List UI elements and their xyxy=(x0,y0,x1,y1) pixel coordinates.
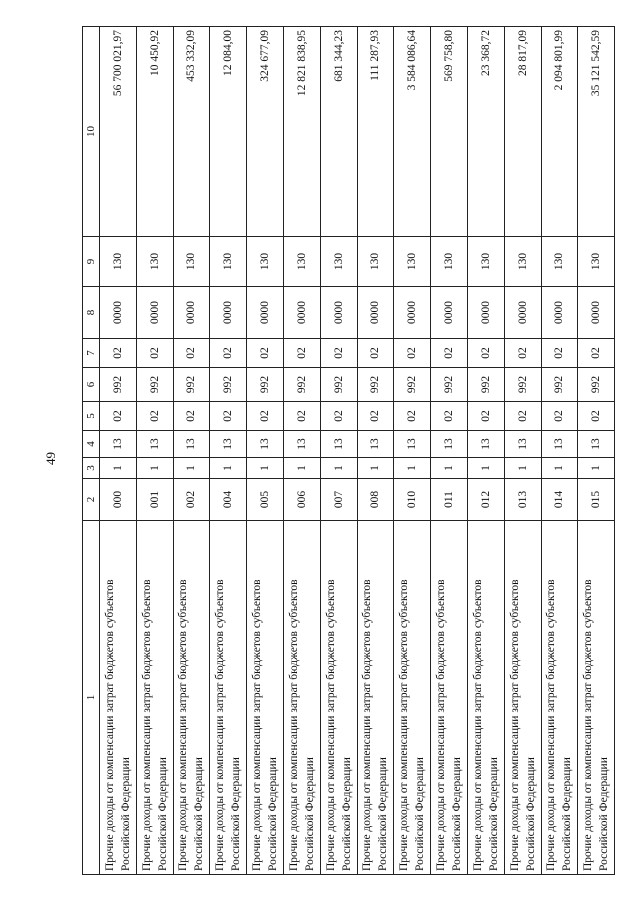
row-code-c2: 013 xyxy=(504,479,541,521)
row-description: Прочие доходы от компенсации затрат бюджетов субъектов Российской Федерации xyxy=(541,521,578,875)
row-code-c3: 1 xyxy=(210,458,247,479)
column-header: 7 xyxy=(83,339,100,368)
table-header-row xyxy=(83,27,100,875)
row-description: Прочие доходы от компенсации затрат бюджетов субъектов Российской Федерации xyxy=(283,521,320,875)
row-code-c8: 0000 xyxy=(210,287,247,339)
column-header: 5 xyxy=(83,402,100,431)
row-code-c7: 02 xyxy=(210,339,247,368)
row-amount: 453 332,09 xyxy=(173,27,210,237)
row-description: Прочие доходы от компенсации затрат бюджетов субъектов Российской Федерации xyxy=(100,521,137,875)
row-amount: 2 094 801,99 xyxy=(541,27,578,237)
row-code-c7: 02 xyxy=(394,339,431,368)
row-amount: 12 084,00 xyxy=(210,27,247,237)
table-row xyxy=(504,27,541,875)
row-code-c5: 02 xyxy=(357,402,394,431)
row-code-c6: 992 xyxy=(173,368,210,402)
row-code-c8: 0000 xyxy=(394,287,431,339)
row-code-c8: 0000 xyxy=(100,287,137,339)
row-description: Прочие доходы от компенсации затрат бюджетов субъектов Российской Федерации xyxy=(320,521,357,875)
row-code-c8: 0000 xyxy=(283,287,320,339)
row-amount: 111 287,93 xyxy=(357,27,394,237)
row-code-c5: 02 xyxy=(173,402,210,431)
row-code-c9: 130 xyxy=(431,237,468,287)
row-description: Прочие доходы от компенсации затрат бюджетов субъектов Российской Федерации xyxy=(173,521,210,875)
row-code-c4: 13 xyxy=(541,431,578,458)
row-code-c4: 13 xyxy=(431,431,468,458)
row-code-c6: 992 xyxy=(283,368,320,402)
row-code-c8: 0000 xyxy=(541,287,578,339)
row-amount: 23 368,72 xyxy=(467,27,504,237)
row-code-c5: 02 xyxy=(394,402,431,431)
row-amount: 10 450,92 xyxy=(136,27,173,237)
row-code-c8: 0000 xyxy=(467,287,504,339)
row-code-c7: 02 xyxy=(320,339,357,368)
row-code-c5: 02 xyxy=(541,402,578,431)
row-code-c6: 992 xyxy=(320,368,357,402)
row-code-c6: 992 xyxy=(578,368,615,402)
row-code-c6: 992 xyxy=(100,368,137,402)
row-code-c5: 02 xyxy=(467,402,504,431)
row-code-c3: 1 xyxy=(394,458,431,479)
row-code-c7: 02 xyxy=(100,339,137,368)
row-code-c8: 0000 xyxy=(357,287,394,339)
row-code-c6: 992 xyxy=(541,368,578,402)
row-code-c6: 992 xyxy=(210,368,247,402)
row-code-c9: 130 xyxy=(283,237,320,287)
row-code-c5: 02 xyxy=(100,402,137,431)
row-code-c7: 02 xyxy=(173,339,210,368)
row-code-c5: 02 xyxy=(247,402,284,431)
row-amount: 3 584 086,64 xyxy=(394,27,431,237)
row-code-c5: 02 xyxy=(210,402,247,431)
row-code-c2: 002 xyxy=(173,479,210,521)
table-row xyxy=(578,27,615,875)
row-description: Прочие доходы от компенсации затрат бюджетов субъектов Российской Федерации xyxy=(504,521,541,875)
row-description: Прочие доходы от компенсации затрат бюджетов субъектов Российской Федерации xyxy=(247,521,284,875)
column-header: 3 xyxy=(83,458,100,479)
row-code-c6: 992 xyxy=(357,368,394,402)
row-code-c7: 02 xyxy=(504,339,541,368)
row-code-c4: 13 xyxy=(394,431,431,458)
row-code-c7: 02 xyxy=(283,339,320,368)
row-code-c8: 0000 xyxy=(136,287,173,339)
row-code-c9: 130 xyxy=(467,237,504,287)
row-code-c8: 0000 xyxy=(320,287,357,339)
row-code-c2: 008 xyxy=(357,479,394,521)
row-code-c3: 1 xyxy=(541,458,578,479)
row-code-c4: 13 xyxy=(357,431,394,458)
table-row xyxy=(467,27,504,875)
row-code-c2: 007 xyxy=(320,479,357,521)
table-body xyxy=(100,27,615,875)
row-code-c3: 1 xyxy=(283,458,320,479)
row-code-c4: 13 xyxy=(578,431,615,458)
table-row xyxy=(541,27,578,875)
row-code-c4: 13 xyxy=(247,431,284,458)
row-code-c9: 130 xyxy=(504,237,541,287)
row-code-c4: 13 xyxy=(504,431,541,458)
row-code-c2: 011 xyxy=(431,479,468,521)
row-code-c6: 992 xyxy=(504,368,541,402)
row-code-c3: 1 xyxy=(357,458,394,479)
row-amount: 35 121 542,59 xyxy=(578,27,615,237)
row-code-c9: 130 xyxy=(247,237,284,287)
row-code-c4: 13 xyxy=(100,431,137,458)
page-number: 49 xyxy=(43,452,58,465)
row-code-c5: 02 xyxy=(283,402,320,431)
row-code-c7: 02 xyxy=(431,339,468,368)
table-row xyxy=(431,27,468,875)
row-code-c9: 130 xyxy=(100,237,137,287)
row-code-c2: 001 xyxy=(136,479,173,521)
row-description: Прочие доходы от компенсации затрат бюджетов субъектов Российской Федерации xyxy=(431,521,468,875)
row-code-c7: 02 xyxy=(467,339,504,368)
row-code-c5: 02 xyxy=(504,402,541,431)
row-code-c7: 02 xyxy=(357,339,394,368)
column-header: 9 xyxy=(83,237,100,287)
row-code-c9: 130 xyxy=(578,237,615,287)
row-code-c4: 13 xyxy=(283,431,320,458)
table-row xyxy=(247,27,284,875)
row-code-c5: 02 xyxy=(320,402,357,431)
row-code-c2: 010 xyxy=(394,479,431,521)
row-amount: 12 821 838,95 xyxy=(283,27,320,237)
column-header: 4 xyxy=(83,431,100,458)
row-code-c9: 130 xyxy=(210,237,247,287)
row-code-c2: 005 xyxy=(247,479,284,521)
row-amount: 324 677,09 xyxy=(247,27,284,237)
row-amount: 681 344,23 xyxy=(320,27,357,237)
table-row xyxy=(136,27,173,875)
table-row xyxy=(357,27,394,875)
row-code-c9: 130 xyxy=(173,237,210,287)
row-code-c3: 1 xyxy=(504,458,541,479)
row-description: Прочие доходы от компенсации затрат бюджетов субъектов Российской Федерации xyxy=(136,521,173,875)
row-code-c3: 1 xyxy=(247,458,284,479)
row-code-c4: 13 xyxy=(467,431,504,458)
row-code-c2: 000 xyxy=(100,479,137,521)
row-code-c5: 02 xyxy=(431,402,468,431)
row-amount: 56 700 021,97 xyxy=(100,27,137,237)
row-code-c2: 004 xyxy=(210,479,247,521)
row-code-c5: 02 xyxy=(136,402,173,431)
table-row xyxy=(210,27,247,875)
row-code-c6: 992 xyxy=(467,368,504,402)
table-row xyxy=(283,27,320,875)
row-code-c3: 1 xyxy=(100,458,137,479)
row-code-c2: 012 xyxy=(467,479,504,521)
row-code-c3: 1 xyxy=(136,458,173,479)
row-code-c8: 0000 xyxy=(173,287,210,339)
row-code-c9: 130 xyxy=(136,237,173,287)
row-code-c7: 02 xyxy=(247,339,284,368)
row-code-c9: 130 xyxy=(394,237,431,287)
row-description: Прочие доходы от компенсации затрат бюджетов субъектов Российской Федерации xyxy=(394,521,431,875)
column-header: 6 xyxy=(83,368,100,402)
row-description: Прочие доходы от компенсации затрат бюджетов субъектов Российской Федерации xyxy=(210,521,247,875)
row-amount: 569 758,80 xyxy=(431,27,468,237)
column-header: 1 xyxy=(83,521,100,875)
row-code-c3: 1 xyxy=(320,458,357,479)
row-code-c5: 02 xyxy=(578,402,615,431)
row-code-c2: 015 xyxy=(578,479,615,521)
row-description: Прочие доходы от компенсации затрат бюджетов субъектов Российской Федерации xyxy=(578,521,615,875)
row-code-c6: 992 xyxy=(394,368,431,402)
column-header: 10 xyxy=(83,27,100,237)
row-code-c2: 014 xyxy=(541,479,578,521)
row-amount: 28 817,09 xyxy=(504,27,541,237)
row-code-c7: 02 xyxy=(541,339,578,368)
row-code-c4: 13 xyxy=(210,431,247,458)
row-code-c8: 0000 xyxy=(431,287,468,339)
row-code-c4: 13 xyxy=(136,431,173,458)
row-code-c4: 13 xyxy=(320,431,357,458)
row-code-c3: 1 xyxy=(173,458,210,479)
row-description: Прочие доходы от компенсации затрат бюджетов субъектов Российской Федерации xyxy=(467,521,504,875)
row-code-c9: 130 xyxy=(541,237,578,287)
row-code-c3: 1 xyxy=(431,458,468,479)
table-row xyxy=(173,27,210,875)
table-row xyxy=(394,27,431,875)
column-header: 8 xyxy=(83,287,100,339)
row-code-c3: 1 xyxy=(578,458,615,479)
table-row xyxy=(320,27,357,875)
row-code-c2: 006 xyxy=(283,479,320,521)
row-code-c9: 130 xyxy=(320,237,357,287)
row-code-c6: 992 xyxy=(247,368,284,402)
row-code-c9: 130 xyxy=(357,237,394,287)
column-header: 2 xyxy=(83,479,100,521)
row-code-c6: 992 xyxy=(136,368,173,402)
row-code-c3: 1 xyxy=(467,458,504,479)
budget-table xyxy=(82,26,615,875)
row-code-c7: 02 xyxy=(578,339,615,368)
row-code-c8: 0000 xyxy=(504,287,541,339)
table-row xyxy=(100,27,137,875)
row-code-c7: 02 xyxy=(136,339,173,368)
row-code-c4: 13 xyxy=(173,431,210,458)
row-code-c6: 992 xyxy=(431,368,468,402)
row-description: Прочие доходы от компенсации затрат бюджетов субъектов Российской Федерации xyxy=(357,521,394,875)
row-code-c8: 0000 xyxy=(247,287,284,339)
row-code-c8: 0000 xyxy=(578,287,615,339)
